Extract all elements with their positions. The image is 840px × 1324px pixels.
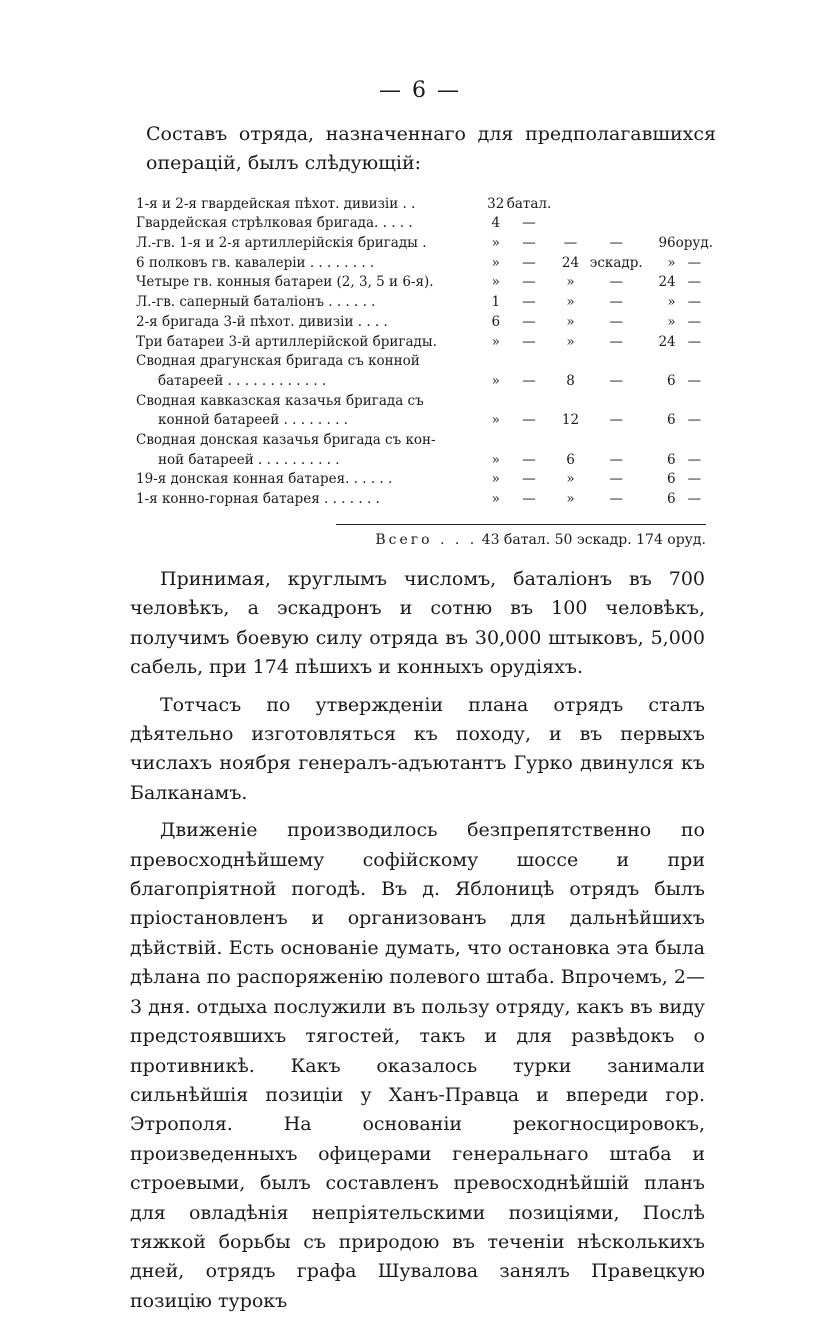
unit-d1: — <box>522 451 536 468</box>
unit-d3: — <box>687 274 702 291</box>
unit-esk <box>551 350 590 370</box>
unit-d2: — <box>609 235 623 252</box>
unit-gun <box>643 428 676 448</box>
unit-d1: — <box>522 294 536 311</box>
unit-name: 2-я бригада 3-й пѣхот. дивизіи . . . . <box>136 313 388 330</box>
unit-gun: 6 <box>667 471 676 488</box>
unit-esk: » <box>566 313 575 330</box>
unit-d2: — <box>609 294 623 311</box>
table-row <box>128 409 713 429</box>
unit-name: конной батареей . . . . . . . . <box>158 412 348 429</box>
unit-d3 <box>676 212 713 232</box>
table-row <box>128 448 713 468</box>
unit-d1: — <box>522 372 536 389</box>
unit-d2: — <box>609 451 623 468</box>
unit-bat <box>485 350 507 370</box>
unit-d2: — <box>609 471 623 488</box>
unit-name: 1-я и 2-я гвардейская пѣхот. дивизіи . . <box>136 195 416 212</box>
unit-bat: » <box>491 451 500 468</box>
unit-d1: — <box>522 491 536 507</box>
unit-gun: 96 <box>658 235 676 252</box>
unit-gun <box>643 212 676 232</box>
unit-d1 <box>507 350 552 370</box>
unit-name: Сводная драгунская бригада съ конной <box>136 353 420 370</box>
unit-bat: 6 <box>491 313 501 330</box>
unit-d3: — <box>687 451 702 468</box>
unit-bat: » <box>491 412 500 429</box>
unit-d1 <box>507 389 552 409</box>
unit-bat: 32 <box>487 195 505 212</box>
unit-name: Три батареи 3-й артиллерійской бригады. <box>136 333 437 350</box>
table-row <box>128 271 713 291</box>
unit-name: 6 полковъ гв. кавалеріи . . . . . . . . <box>136 254 375 271</box>
unit-bat: » <box>491 274 500 291</box>
unit-gun: 6 <box>667 412 676 429</box>
unit-d2: — <box>609 372 623 389</box>
unit-esk: 8 <box>566 372 575 389</box>
unit-d1: — <box>522 313 536 330</box>
unit-d3: — <box>687 313 702 330</box>
units-table-body <box>128 192 713 507</box>
unit-esk: 24 <box>561 254 580 271</box>
unit-gun: 6 <box>667 372 676 389</box>
unit-d2: — <box>609 412 623 429</box>
unit-bat: » <box>491 235 500 252</box>
unit-d3: — <box>687 471 702 488</box>
table-row <box>128 468 713 488</box>
table-row <box>128 369 713 389</box>
unit-d3 <box>676 389 713 409</box>
unit-gun <box>643 350 676 370</box>
page-number: — 6 — <box>379 78 461 103</box>
intro-text: Составъ отряда, назначеннаго для предполагавшихся операцій, былъ слѣдующій: <box>146 123 716 174</box>
unit-bat <box>485 428 507 448</box>
total-label: Всего . . . <box>375 532 478 548</box>
table-row <box>128 487 713 507</box>
unit-d1: — <box>522 235 536 252</box>
table-row <box>128 350 713 370</box>
total-value: 43 батал. 50 эскадр. 174 оруд. <box>481 532 706 548</box>
unit-name: Л.-гв. 1-я и 2-я артиллерійскія бригады . <box>136 235 427 252</box>
unit-d2: — <box>609 491 623 507</box>
total-rule <box>336 524 706 525</box>
unit-d1: — <box>522 254 536 271</box>
paragraph: Движеніе производилось безпрепятственно по превосходнѣйшему софійскому шоссе и при благопріятной погодѣ. Въ д. Яблоницѣ отрядъ былъ пріостановленъ и организованъ для дальнѣйшихъ дѣйствій. Есть основаніе думать, что остановка эта была дѣлана по распоряженію полевого штаба. Впрочемъ, 2—3 дня. отдыха послужили въ пользу отряду, какъ въ виду предстоявшихъ тягостей, такъ и для развѣдокъ о противникѣ. Какъ оказалось турки занимали сильнѣйшія позиціи у Ханъ-Правца и впереди гор. Этрополя. На основаніи рекогносцировокъ, произведенныхъ офицерами генеральнаго штаба и строевыми, былъ составленъ превосходнѣйшій планъ для овладѣнія непріятельскими позиціями, Послѣ тяжкой борьбы съ природою въ теченіи нѣсколькихъ дней, отрядъ графа Шувалова занялъ Правецкую позицію турокъ <box>130 819 705 1312</box>
units-table <box>128 192 713 507</box>
unit-gun: 6 <box>667 451 676 468</box>
body-text <box>130 565 705 1324</box>
unit-d3: — <box>687 294 702 311</box>
table-row <box>128 212 713 232</box>
unit-d1: батал. <box>506 195 552 212</box>
unit-bat <box>485 389 507 409</box>
unit-esk: » <box>566 333 575 350</box>
unit-esk: » <box>566 491 575 507</box>
unit-bat: 4 <box>491 215 501 232</box>
unit-d2 <box>590 389 643 409</box>
unit-d2 <box>590 192 643 212</box>
unit-gun: » <box>667 254 676 271</box>
unit-name: Сводная кавказская казачья бригада съ <box>136 392 424 409</box>
paragraph: Принимая, круглымъ числомъ, баталіонъ въ 700 человѣкъ, а эскадронъ и сотню въ 100 человѣкъ, получимъ боевую силу отряда въ 30,000 штыковъ, 5,000 сабель, при 174 пѣшихъ и конныхъ орудіяхъ. <box>130 568 705 679</box>
unit-d3: оруд. <box>675 235 713 252</box>
unit-esk: » <box>566 294 575 311</box>
unit-esk <box>551 192 590 212</box>
unit-gun: 24 <box>658 274 676 291</box>
unit-d1: — <box>522 333 536 350</box>
unit-d1: — <box>522 215 536 232</box>
unit-d2 <box>590 350 643 370</box>
unit-d2 <box>590 428 643 448</box>
unit-d3: — <box>687 372 702 389</box>
unit-d2: эскадр. <box>589 254 643 271</box>
unit-esk: 6 <box>566 451 575 468</box>
table-row <box>128 251 713 271</box>
unit-esk: » <box>566 274 575 291</box>
unit-bat: » <box>491 333 500 350</box>
unit-gun <box>643 389 676 409</box>
unit-d1: — <box>522 274 536 291</box>
unit-bat: 1 <box>491 294 501 311</box>
unit-d2 <box>590 212 643 232</box>
unit-gun <box>643 192 676 212</box>
unit-d2: — <box>609 274 623 291</box>
unit-d3 <box>676 350 713 370</box>
table-row <box>128 231 713 251</box>
unit-gun: » <box>667 313 676 330</box>
unit-d1: — <box>522 412 536 429</box>
total-row <box>336 532 706 548</box>
unit-d1: — <box>522 471 536 488</box>
unit-d3: — <box>687 333 702 350</box>
unit-esk: » <box>566 471 575 488</box>
unit-gun: 24 <box>658 333 676 350</box>
unit-bat: » <box>491 491 500 507</box>
unit-esk <box>551 212 590 232</box>
unit-d3: — <box>687 412 702 429</box>
unit-name: Л.-гв. саперный баталіонъ . . . . . . <box>136 294 376 311</box>
unit-esk: 12 <box>561 412 580 429</box>
unit-d3: — <box>687 491 702 507</box>
unit-d3: — <box>687 254 702 271</box>
unit-name: 1-я конно-горная батарея . . . . . . . <box>136 491 380 507</box>
unit-d1 <box>507 428 552 448</box>
unit-bat: » <box>491 372 500 389</box>
unit-esk: — <box>563 235 578 252</box>
unit-name: ной батареей . . . . . . . . . . <box>158 451 340 468</box>
table-row <box>128 192 713 212</box>
table-row <box>128 330 713 350</box>
unit-name: Сводная донская казачья бригада съ кон- <box>136 431 436 448</box>
unit-d2: — <box>609 333 623 350</box>
table-row <box>128 290 713 310</box>
paragraph: Тотчасъ по утвержденіи плана отрядъ сталъ дѣятельно изготовляться къ походу, и въ первыхъ числахъ ноября генералъ-адъютантъ Гурко двинулся къ Балканамъ. <box>130 693 705 804</box>
unit-bat: » <box>491 471 500 488</box>
unit-esk <box>551 389 590 409</box>
unit-gun: 6 <box>667 491 676 507</box>
unit-bat: » <box>491 254 500 271</box>
unit-esk <box>551 428 590 448</box>
unit-d3 <box>676 428 713 448</box>
unit-d3 <box>676 192 713 212</box>
unit-name: батареей . . . . . . . . . . . . <box>158 372 327 389</box>
table-row <box>128 389 713 409</box>
unit-name: Четыре гв. конныя батареи (2, 3, 5 и 6-я). <box>136 274 434 291</box>
unit-d2: — <box>609 313 623 330</box>
unit-name: 19-я донская конная батарея. . . . . . <box>136 471 393 488</box>
table-row <box>128 428 713 448</box>
unit-gun: » <box>667 294 676 311</box>
table-row <box>128 310 713 330</box>
unit-name: Гвардейская стрѣлковая бригада. . . . . <box>136 215 413 232</box>
